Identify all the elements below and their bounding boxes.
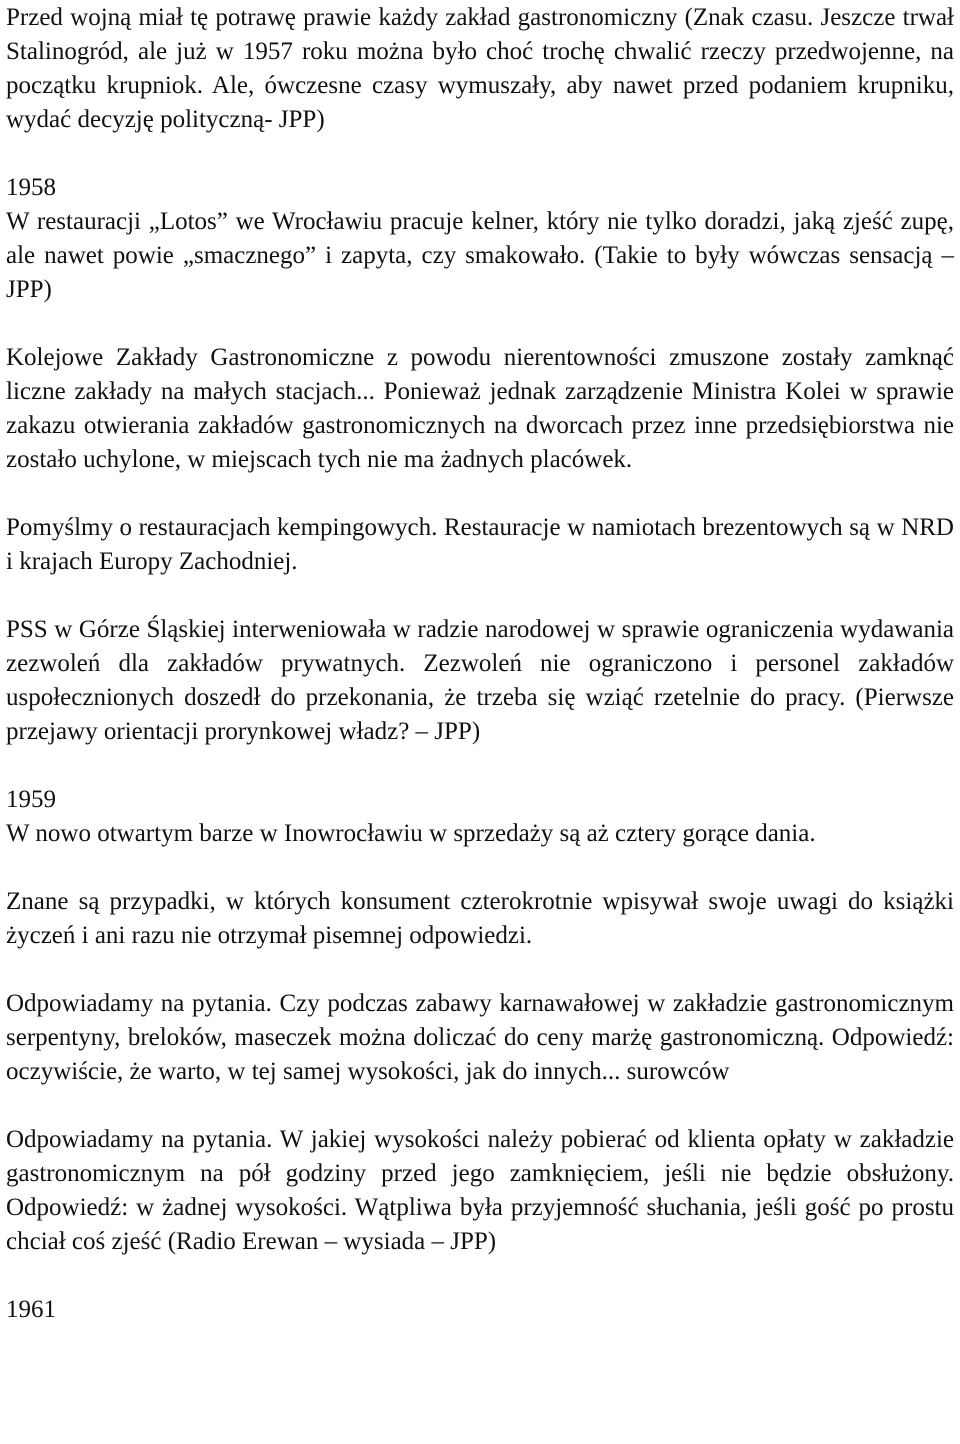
year-heading-1961: 1961 <box>6 1296 56 1323</box>
paragraph-pytania-oplaty: Odpowiadamy na pytania. W jakiej wysokości należy pobierać od klienta opłaty w zakładzie gastronomicznym na pół godziny przed jego zamknięciem, jeśli nie będzie obsłużony. Odpowiedź: w żadnej wysokości. Wątpliwa była przyjemność słuchania, jeśli gość po prostu chciał coś zjeść (Radio Erewan – wysiada – JPP) <box>6 1126 954 1255</box>
paragraph-inowroclaw: W nowo otwartym barze w Inowrocławiu w sprzedaży są aż cztery gorące dania. <box>6 820 816 847</box>
paragraph-krupniok: Przed wojną miał tę potrawę prawie każdy zakład gastronomiczny (Znak czasu. Jeszcze trwał Stalinogród, ale już w 1957 roku można było choć trochę chwalić rzeczy przedwojenne, na początku krupniok. Ale, ówczesne czasy wymuszały, aby nawet przed podaniem krupniku, wydać decyzję polityczną- JPP) <box>6 4 954 133</box>
section-1959 <box>6 783 954 851</box>
year-heading-1959: 1959 <box>6 786 56 813</box>
paragraph-pss: PSS w Górze Śląskiej interweniowała w radzie narodowej w sprawie ograniczenia wydawania zezwoleń dla zakładów prywatnych. Zezwoleń nie ograniczono i personel zakładów uspołecznionych doszedł do przekonania, że trzeba się wziąć rzetelnie do pracy. (Pierwsze przejawy orientacji prorynkowej władz? – JPP) <box>6 616 954 745</box>
document-page <box>6 0 954 1327</box>
paragraph-kempingowe: Pomyślmy o restauracjach kempingowych. Restauracje w namiotach brezentowych są w NRD i krajach Europy Zachodniej. <box>6 514 954 575</box>
year-heading-1958: 1958 <box>6 174 56 201</box>
paragraph-pytania-karnawal: Odpowiadamy na pytania. Czy podczas zabawy karnawałowej w zakładzie gastronomicznym serpentyny, breloków, maseczek można doliczać do ceny marżę gastronomiczną. Odpowiedź: oczywiście, że warto, w tej samej wysokości, jak do innych... surowców <box>6 990 954 1085</box>
paragraph-lotos: W restauracji „Lotos” we Wrocławiu pracuje kelner, który nie tylko doradzi, jaką zjeść zupę, ale nawet powie „smacznego” i zapyta, czy smakowało. (Takie to były wówczas sensacją – JPP) <box>6 208 954 303</box>
paragraph-ksiazka-zyczen: Znane są przypadki, w których konsument czterokrotnie wpisywał swoje uwagi do książki życzeń i ani razu nie otrzymał pisemnej odpowiedzi. <box>6 888 954 949</box>
paragraph-kolejowe: Kolejowe Zakłady Gastronomiczne z powodu nierentowności zmuszone zostały zamknąć liczne zakłady na małych stacjach... Ponieważ jednak zarządzenie Ministra Kolei w sprawie zakazu otwierania zakładów gastronomicznych na dworcach przez inne przedsiębiorstwa nie zostało uchylone, w miejscach tych nie ma żadnych placówek. <box>6 344 954 473</box>
section-1958 <box>6 171 954 307</box>
